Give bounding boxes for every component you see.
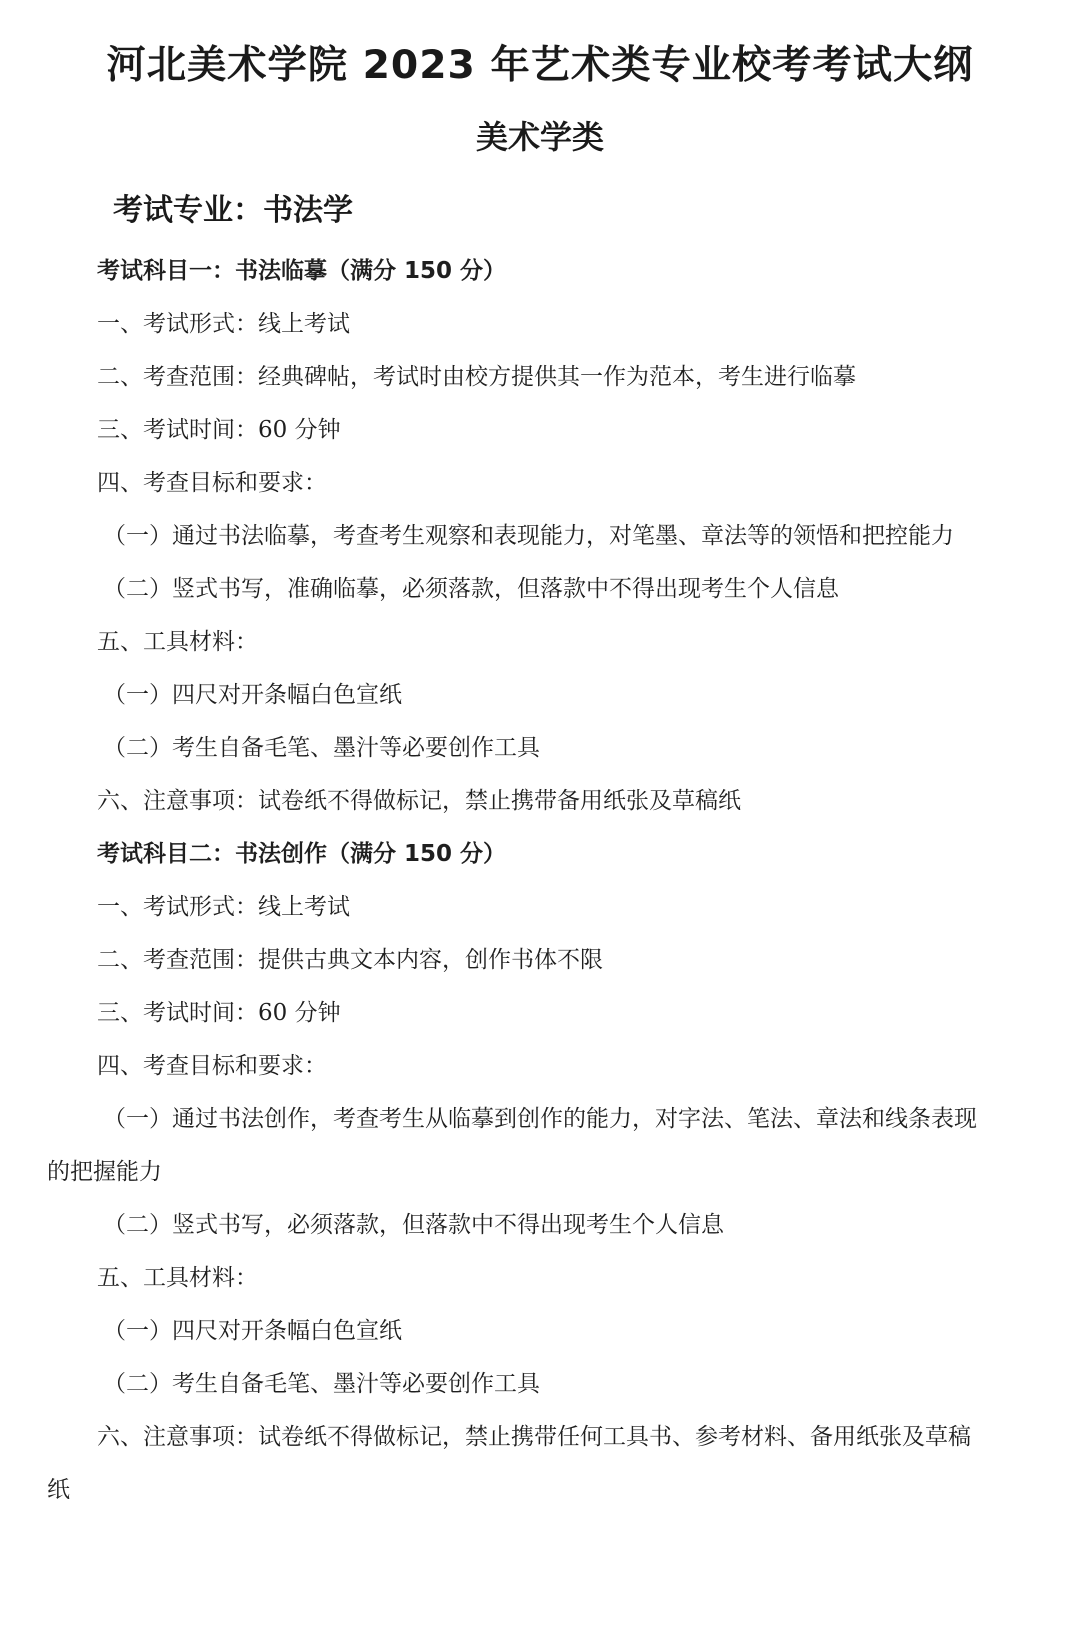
major-heading: 考试专业：书法学: [113, 193, 353, 228]
subject2-line-notes: 六、注意事项：试卷纸不得做标记，禁止携带任何工具书、参考材料、备用纸张及草稿: [97, 1424, 971, 1450]
subject1-line-goal-2: （二）竖式书写，准确临摹，必须落款，但落款中不得出现考生个人信息: [103, 576, 839, 602]
subject2-line-goal-1-cont: 的把握能力: [47, 1159, 162, 1185]
subject2-line-goal-2: （二）竖式书写，必须落款，但落款中不得出现考生个人信息: [103, 1212, 724, 1238]
subject1-line-scope: 二、考查范围：经典碑帖，考试时由校方提供其一作为范本，考生进行临摹: [97, 364, 856, 390]
subject1-line-goals: 四、考查目标和要求：: [97, 470, 327, 496]
subject2-line-material-2: （二）考生自备毛笔、墨汁等必要创作工具: [103, 1371, 540, 1397]
subject2-heading: 考试科目二：书法创作（满分 150 分）: [97, 841, 507, 867]
subject2-line-materials: 五、工具材料：: [97, 1265, 258, 1291]
subject1-line-format: 一、考试形式：线上考试: [97, 311, 350, 337]
subject1-line-goal-1: （一）通过书法临摹，考查考生观察和表现能力，对笔墨、章法等的领悟和把控能力: [103, 523, 954, 549]
subject2-line-format: 一、考试形式：线上考试: [97, 894, 350, 920]
subject2-line-goal-1: （一）通过书法创作，考查考生从临摹到创作的能力，对字法、笔法、章法和线条表现: [103, 1106, 977, 1132]
subject2-line-scope: 二、考查范围：提供古典文本内容，创作书体不限: [97, 947, 603, 973]
subject1-line-materials: 五、工具材料：: [97, 629, 258, 655]
subject2-line-goals: 四、考查目标和要求：: [97, 1053, 327, 1079]
subject1-line-material-1: （一）四尺对开条幅白色宣纸: [103, 682, 402, 708]
subject1-heading: 考试科目一：书法临摹（满分 150 分）: [97, 258, 507, 284]
subject1-line-time: 三、考试时间：60 分钟: [97, 417, 341, 443]
subject2-line-notes-cont: 纸: [47, 1477, 70, 1503]
document-title: 河北美术学院 2023 年艺术类专业校考考试大纲: [106, 43, 974, 88]
document-subtitle: 美术学类: [475, 118, 604, 156]
subject1-line-material-2: （二）考生自备毛笔、墨汁等必要创作工具: [103, 735, 540, 761]
subject2-line-material-1: （一）四尺对开条幅白色宣纸: [103, 1318, 402, 1344]
subject1-line-notes: 六、注意事项：试卷纸不得做标记，禁止携带备用纸张及草稿纸: [97, 788, 741, 814]
subject2-line-time: 三、考试时间：60 分钟: [97, 1000, 341, 1026]
